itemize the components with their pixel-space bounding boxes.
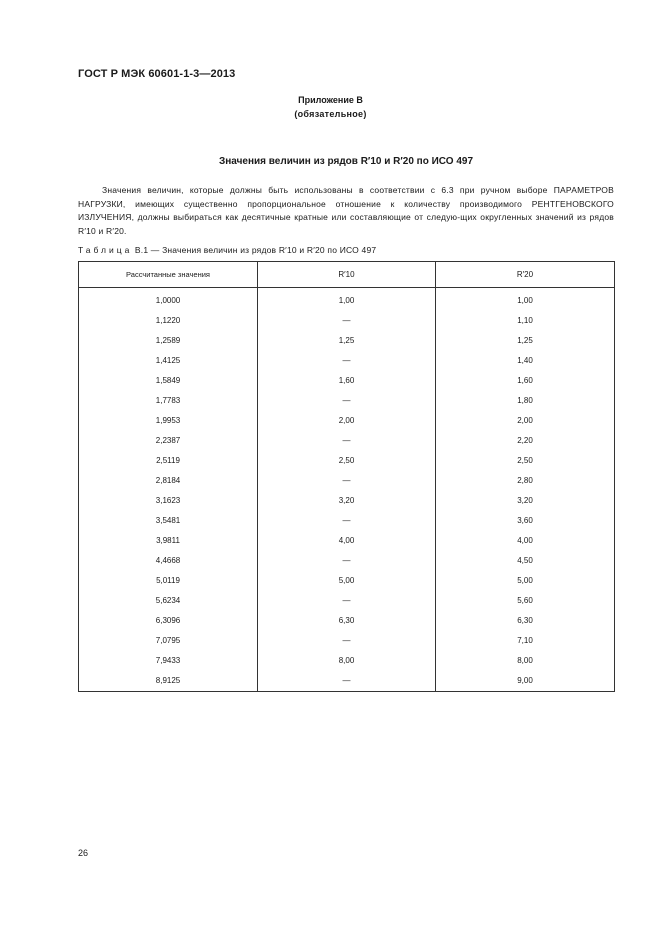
cell-r10-value: — xyxy=(258,390,436,410)
cell-calculated-value: 3,1623 xyxy=(79,490,258,510)
header-r10: R′10 xyxy=(258,262,436,288)
cell-r10-value: 8,00 xyxy=(258,651,436,671)
cell-calculated-value: 1,7783 xyxy=(79,390,258,410)
cell-calculated-value: 3,5481 xyxy=(79,511,258,531)
annex-status: (обязательное) xyxy=(294,109,367,119)
cell-calculated-value: 1,9953 xyxy=(79,410,258,430)
cell-calculated-value: 3,9811 xyxy=(79,531,258,551)
cell-r20-value: 9,00 xyxy=(436,671,615,692)
table-caption-text: В.1 — Значения величин из рядов R′10 и R′20 по ИСО 497 xyxy=(134,245,377,255)
cell-r20-value: 2,00 xyxy=(436,410,615,430)
cell-r20-value: 7,10 xyxy=(436,631,615,651)
cell-r20-value: 1,00 xyxy=(436,288,615,311)
header-r20: R′20 xyxy=(436,262,615,288)
table-row xyxy=(79,611,615,631)
table-row xyxy=(79,571,615,591)
cell-r20-value: 2,20 xyxy=(436,430,615,450)
cell-r20-value: 3,20 xyxy=(436,490,615,510)
cell-r20-value: 5,00 xyxy=(436,571,615,591)
table-row xyxy=(79,671,615,692)
table-caption xyxy=(78,245,376,255)
values-table xyxy=(78,261,615,692)
table-row xyxy=(79,551,615,571)
cell-calculated-value: 7,9433 xyxy=(79,651,258,671)
table-row xyxy=(79,651,615,671)
annex-title: Приложение В xyxy=(298,95,363,105)
cell-r20-value: 2,50 xyxy=(436,450,615,470)
table-row xyxy=(79,490,615,510)
cell-r10-value: 2,50 xyxy=(258,450,436,470)
table-row xyxy=(79,370,615,390)
cell-calculated-value: 2,2387 xyxy=(79,430,258,450)
table-row xyxy=(79,390,615,410)
cell-r20-value: 6,30 xyxy=(436,611,615,631)
cell-r20-value: 1,10 xyxy=(436,310,615,330)
cell-r10-value: — xyxy=(258,631,436,651)
cell-calculated-value: 6,3096 xyxy=(79,611,258,631)
table-header-row xyxy=(79,262,615,288)
cell-r10-value: 5,00 xyxy=(258,571,436,591)
cell-r10-value: 1,60 xyxy=(258,370,436,390)
cell-r20-value: 1,80 xyxy=(436,390,615,410)
cell-r10-value: — xyxy=(258,430,436,450)
cell-r20-value: 5,60 xyxy=(436,591,615,611)
cell-r20-value: 2,80 xyxy=(436,470,615,490)
cell-calculated-value: 5,6234 xyxy=(79,591,258,611)
table-row xyxy=(79,430,615,450)
body-paragraph: Значения величин, которые должны быть использованы в соответствии с 6.3 при ручном выборе ПАРАМЕТРОВ НАГРУЗКИ, имеющих существенно пропорциональное отношение к количеству производимого РЕНТГЕНОВСКОГО ИЗЛУЧЕНИЯ, должны выбираться как десятичные кратные или составляющие от следую-щих округленных значений из рядов R′10 и R′20. xyxy=(78,185,614,236)
cell-r10-value: — xyxy=(258,671,436,692)
table-row xyxy=(79,470,615,490)
cell-calculated-value: 4,4668 xyxy=(79,551,258,571)
cell-r10-value: 3,20 xyxy=(258,490,436,510)
table-caption-label: Таблица xyxy=(78,245,133,255)
cell-r10-value: — xyxy=(258,350,436,370)
cell-calculated-value: 2,5119 xyxy=(79,450,258,470)
cell-calculated-value: 1,4125 xyxy=(79,350,258,370)
header-calculated-values: Рассчитанные значения xyxy=(79,262,258,288)
cell-r10-value: — xyxy=(258,310,436,330)
table-row xyxy=(79,310,615,330)
table-body xyxy=(79,288,615,692)
section-heading: Значения величин из рядов R′10 и R′20 по ИСО 497 xyxy=(218,156,474,167)
cell-r20-value: 1,60 xyxy=(436,370,615,390)
cell-r10-value: 2,00 xyxy=(258,410,436,430)
cell-r10-value: — xyxy=(258,591,436,611)
cell-calculated-value: 1,5849 xyxy=(79,370,258,390)
table-row xyxy=(79,330,615,350)
cell-r20-value: 3,60 xyxy=(436,511,615,531)
table-row xyxy=(79,631,615,651)
cell-r10-value: 4,00 xyxy=(258,531,436,551)
table-row xyxy=(79,591,615,611)
cell-r10-value: — xyxy=(258,511,436,531)
cell-calculated-value: 2,8184 xyxy=(79,470,258,490)
cell-r20-value: 4,50 xyxy=(436,551,615,571)
cell-r10-value: 6,30 xyxy=(258,611,436,631)
cell-r20-value: 1,40 xyxy=(436,350,615,370)
cell-calculated-value: 1,0000 xyxy=(79,288,258,311)
table-row xyxy=(79,410,615,430)
cell-calculated-value: 5,0119 xyxy=(79,571,258,591)
cell-r20-value: 4,00 xyxy=(436,531,615,551)
table-row xyxy=(79,288,615,311)
cell-calculated-value: 1,1220 xyxy=(79,310,258,330)
cell-r10-value: 1,25 xyxy=(258,330,436,350)
table-row xyxy=(79,450,615,470)
cell-r10-value: 1,00 xyxy=(258,288,436,311)
page-number: 26 xyxy=(78,848,89,858)
cell-r20-value: 8,00 xyxy=(436,651,615,671)
cell-calculated-value: 7,0795 xyxy=(79,631,258,651)
table-row xyxy=(79,350,615,370)
table-row xyxy=(79,531,615,551)
table-row xyxy=(79,511,615,531)
cell-calculated-value: 1,2589 xyxy=(79,330,258,350)
document-code: ГОСТ Р МЭК 60601-1-3—2013 xyxy=(78,68,236,80)
cell-r10-value: — xyxy=(258,470,436,490)
cell-r20-value: 1,25 xyxy=(436,330,615,350)
cell-r10-value: — xyxy=(258,551,436,571)
cell-calculated-value: 8,9125 xyxy=(79,671,258,692)
